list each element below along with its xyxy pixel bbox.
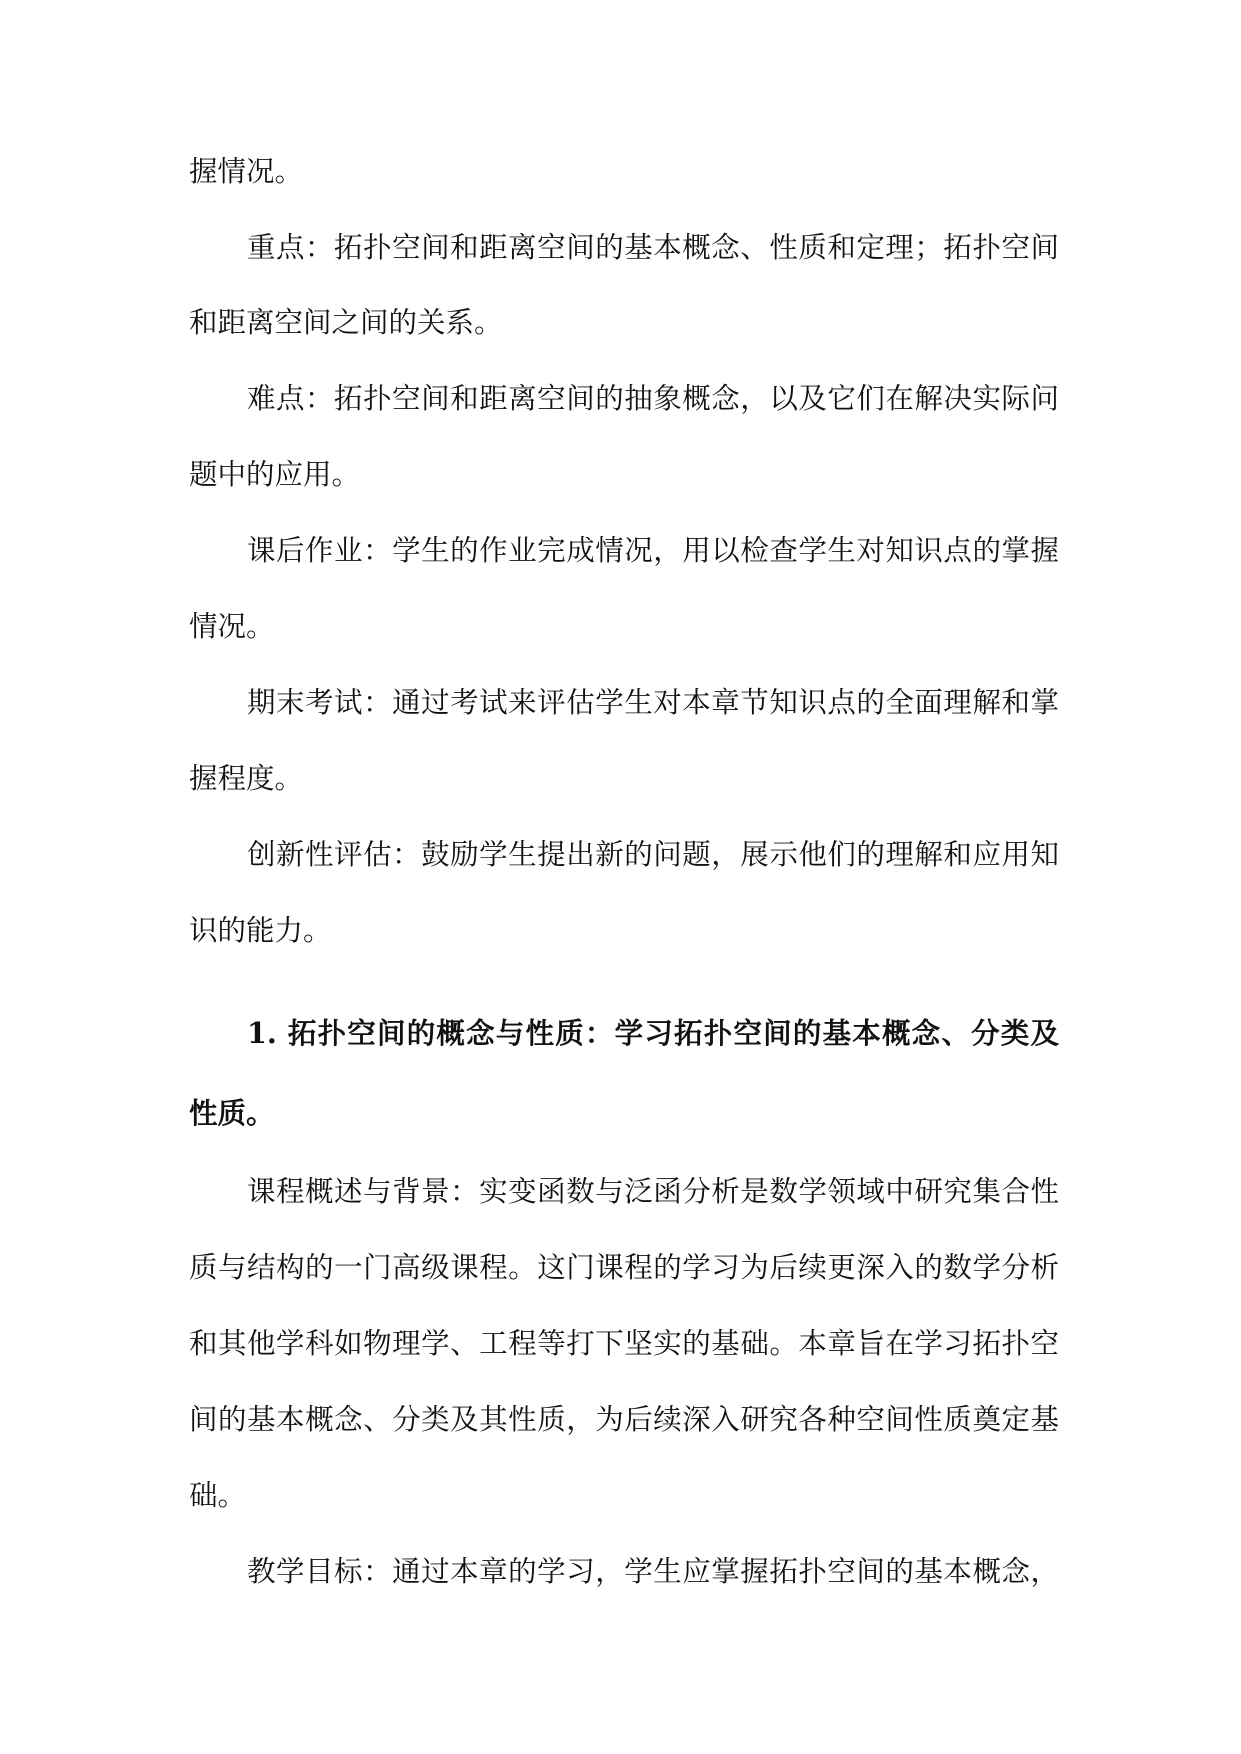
text-line: 情况。 — [189, 610, 275, 643]
text-line: 重点：拓扑空间和距离空间的基本概念、性质和定理；拓扑空间 — [247, 231, 1059, 264]
text-line: 础。 — [189, 1479, 247, 1512]
text-line: 握情况。 — [189, 155, 304, 188]
text-line: 识的能力。 — [189, 914, 332, 947]
section-heading-continued: 性质。 — [189, 1096, 275, 1130]
text-line: 握程度。 — [189, 762, 304, 795]
text-line: 质与结构的一门高级课程。这门课程的学习为后续更深入的数学分析 — [189, 1251, 1059, 1284]
section-heading: 1. 拓扑空间的概念与性质：学习拓扑空间的基本概念、分类及 — [247, 1016, 1059, 1050]
text-line: 教学目标：通过本章的学习，学生应掌握拓扑空间的基本概念， — [247, 1555, 1059, 1588]
text-line: 题中的应用。 — [189, 458, 361, 491]
text-line: 和其他学科如物理学、工程等打下坚实的基础。本章旨在学习拓扑空 — [189, 1327, 1059, 1360]
text-line: 期末考试：通过考试来评估学生对本章节知识点的全面理解和掌 — [247, 686, 1059, 719]
text-line: 课后作业：学生的作业完成情况，用以检查学生对知识点的掌握 — [247, 534, 1059, 567]
text-line: 间的基本概念、分类及其性质，为后续深入研究各种空间性质奠定基 — [189, 1403, 1059, 1436]
text-line: 和距离空间之间的关系。 — [189, 306, 503, 339]
text-line: 难点：拓扑空间和距离空间的抽象概念，以及它们在解决实际问 — [247, 382, 1059, 415]
text-line: 课程概述与背景：实变函数与泛函分析是数学领域中研究集合性 — [247, 1175, 1059, 1208]
text-line: 创新性评估：鼓励学生提出新的问题，展示他们的理解和应用知 — [247, 838, 1059, 871]
